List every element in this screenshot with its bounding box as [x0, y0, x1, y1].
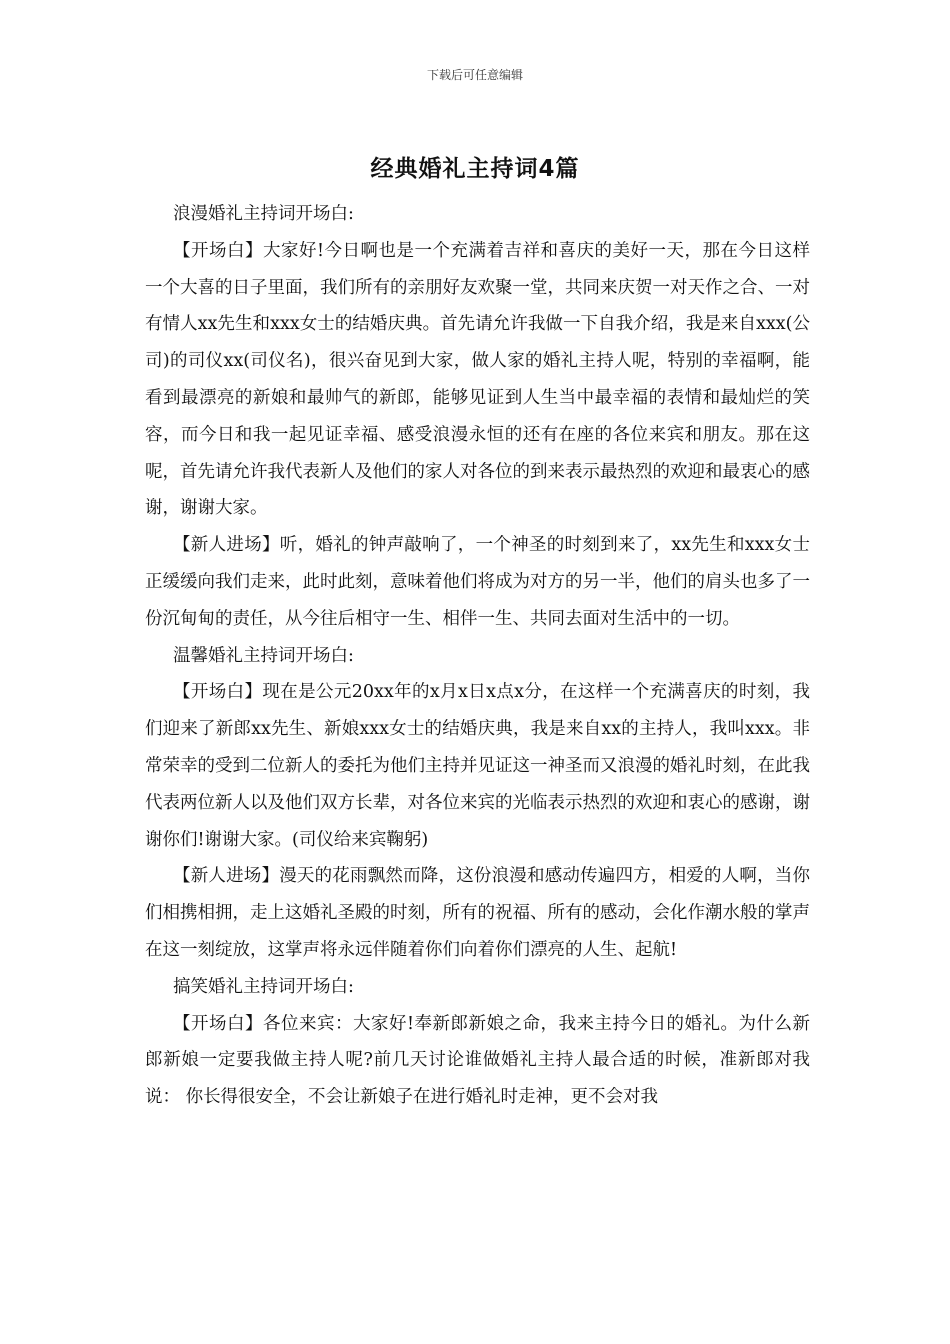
paragraph-opening-3: 【开场白】各位来宾：大家好!奉新郎新娘之命，我来主持今日的婚礼。为什么新郎新娘一定要我做主持人呢?前几天讨论谁做婚礼主持人最合适的时候，准新郎对我说： 你长得很安全，不会让新娘子在进行婚礼时走神，更不会对我: [145, 1013, 810, 1108]
document-body: [145, 196, 810, 1116]
paragraph-opening-1: 【开场白】大家好!今日啊也是一个充满着吉祥和喜庆的美好一天，那在今日这样一个大喜的日子里面，我们所有的亲朋好友欢聚一堂，共同来庆贺一对天作之合、一对有情人xx先生和xxx女士的结婚庆典。首先请允许我做一下自我介绍，我是来自xxx(公司)的司仪xx(司仪名)，很兴奋见到大家，做人家的婚礼主持人呢，特别的幸福啊，能看到最漂亮的新娘和最帅气的新郎，能够见证到人生当中最幸福的表情和最灿烂的笑容，而今日和我一起见证幸福、感受浪漫永恒的还有在座的各位来宾和朋友。那在这呢，首先请允许我代表新人及他们的家人对各位的到来表示最热烈的欢迎和最衷心的感谢，谢谢大家。: [145, 240, 810, 519]
document-title: 经典婚礼主持词4篇: [370, 156, 580, 182]
paragraph-entrance-1: 【新人进场】听，婚礼的钟声敲响了，一个神圣的时刻到来了，xx先生和xxx女士正缓缓向我们走来，此时此刻，意味着他们将成为对方的另一半，他们的肩头也多了一份沉甸甸的责任，从今往后相守一生、相伴一生、共同去面对生活中的一切。: [145, 535, 810, 629]
section-heading-warm: 温馨婚礼主持词开场白:: [173, 645, 354, 666]
paragraph-entrance-2: 【新人进场】漫天的花雨飘然而降，这份浪漫和感动传遍四方，相爱的人啊，当你们相携相拥，走上这婚礼圣殿的时刻，所有的祝福、所有的感动，会化作潮水般的掌声在这一刻绽放，这掌声将永远伴随着你们向着你们漂亮的人生、起航!: [145, 866, 810, 960]
paragraph-opening-2: 【开场白】现在是公元20xx年的x月x日x点x分，在这样一个充满喜庆的时刻，我们迎来了新郎xx先生、新娘xxx女士的结婚庆典，我是来自xx的主持人，我叫xxx。非常荣幸的受到二位新人的委托为他们主持并见证这一神圣而又浪漫的婚礼时刻，在此我代表两位新人以及他们双方长辈，对各位来宾的光临表示热烈的欢迎和衷心的感谢，谢谢你们!谢谢大家。(司仪给来宾鞠躬): [145, 682, 810, 850]
section-heading-romantic: 浪漫婚礼主持词开场白:: [173, 204, 354, 224]
section-heading-funny: 搞笑婚礼主持词开场白:: [173, 976, 354, 997]
header-note: 下载后可任意编辑: [426, 68, 523, 82]
